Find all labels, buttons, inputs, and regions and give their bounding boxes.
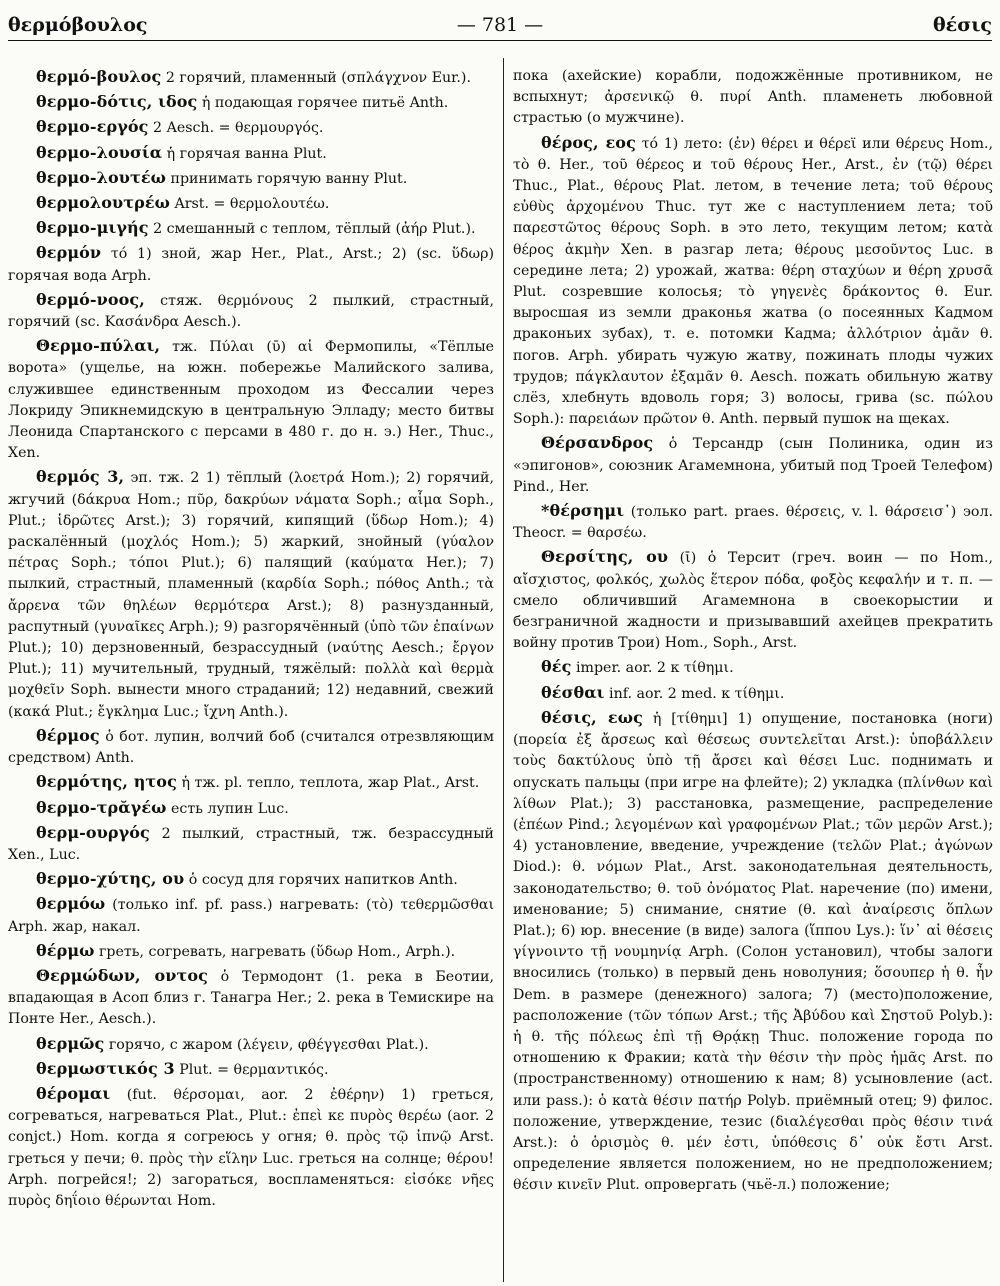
dictionary-entry — [8, 335, 494, 464]
entry-headword: θερμό-νοος, — [36, 289, 145, 309]
entry-definition: ἡ [τίθημι] 1) опущение, постановка (ноги) (πορεία ἐξ ἄρσεως καὶ θέσεως συντελεῖται Arst.): ὑποβάλλειν τοὺς δακτύλους ὑπὸ τῇ ἄρσει καὶ θέσει Luc. поднимать и опускать пальцы (при игре на флейте); 2) укладка (πλίνθων καὶ λίθων Plat.); 3) расстановка, размещение, распределение (ἐπέων Pind.; λεγομένων καὶ γραφομένων Plat.; τῶν μερῶν Arst.); 4) установление, введение, учреждение (τελῶν Plat.; ἀγώνων Diod.): θ. νόμων Plat., Arst. законодательная деятельность, законодательство; θ. τοῦ ὀνόματος Plat. наречение (по) имени, именование; 5) снимание, снятие (θ. καὶ ἀναίρεσις ὅπλων Plat.); 6) юр. внесение (в виде) залога (ἵππου Lys.): ἵν᾽ αἱ θέσεις γίγνοιντο τῇ νουμηνίᾳ Arph. (Солон установил), чтобы залоги вносились (только) в первый день новолуния; ὅσουπερ ἡ θ. ἦν Dem. в размере (денежного) залога; 7) (место)положение, расположение (τῶν τόπων Arst.; τῆς Ἀβύδου καὶ Σηστοῦ Polyb.): ἡ θ. τῆς πόλεως ἐπὶ τῇ Θρᾴκῃ Thuc. положение города по отношению к Фракии; κατὰ τὴν θέσιν τὴν πρὸς ἡμᾶς Arst. по (пространственному) отношению к нам; 8) усыновление (act. или pass.): ὁ κατὰ θέσιν πατήρ Polyb. приёмный отец; 9) филос. положение, утверждение, тезис (διαλέγεσθαι πρὸς θέσιν τινά Arst.): ὁ ὁρισμὸς θ. μέν ἐστι, ὑπόθεσις δ᾽ οὐκ ἔστι Arst. определение является положением, но не предположением; θέσιν κινεῖν Plut. опровергать (чьё-л.) положение; — [513, 710, 993, 1194]
dictionary-entry — [513, 66, 993, 130]
entry-headword: θέσθαι — [541, 682, 605, 702]
entry-headword: θέρμω — [36, 940, 95, 960]
entry-definition: есть лупин Luc. — [171, 800, 289, 817]
dictionary-entry — [8, 940, 494, 963]
right-column — [513, 66, 993, 1280]
dictionary-entry — [8, 1058, 494, 1081]
dictionary-entry — [8, 822, 494, 866]
entry-headword: θέσις, εως — [541, 707, 643, 727]
entry-definition: imper. aor. 2 к τίθημι. — [575, 660, 734, 677]
header-left-guide-word: θερμόβουλος — [8, 14, 148, 36]
entry-definition: τό 1) лето: (ἐν) θέρει и θέρεϊ или θέρευς Hom., τὸ θ. Her., τοῦ θέρεος и τοῦ θέρους Her., Arst., ἐν (τῷ) θέρει Thuc., Plat., θέρους Plat. летом, в течение лета; τοῦ θέρους εὐθὺς ἀρχομένου Thuc. тут же с наступлением лета; τοῦ παρεστῶτος θέρους Soph. в это лето, текущим летом; κατὰ θέρος ἀκμὴν Xen. в разгар лета; θέρους μεσοῦντος Luc. в середине лета; 2) урожай, жатва: θέρη σταχύων и θέρη χρυσᾶ Plut. созревшие колосья; τὸ γηγενὲς δράκοντος θ. Eur. выросшая из земли драконья жатва (о посеянных Кадмом драконьих зубах), т. е. потомки Кадма; ἀλλότριον ἀμᾶν θ. погов. Arph. убирать чужую жатву, пожинать плоды чужих трудов; πάγκλαυτον ἐξαμᾶν θ. Aesch. пожать обильную жатву слёз, хлебнуть вдоволь горя; 3) волосы, грива (sc. πώλου Soph.): παρειάων πρῶτον θ. Anth. первый пушок на щеках. — [513, 135, 993, 428]
entry-headword: θέρος, εος — [541, 132, 636, 152]
entry-definition: ὁ Терсандр (сын Полиника, один из «эпигонов», союзник Агамемнона, убитый под Троей Телефом) Pind., Her. — [513, 436, 993, 495]
dictionary-entry — [8, 771, 494, 794]
entry-definition: ὁ бот. лупин, волчий боб (считался отрезвляющим средством) Anth. — [8, 728, 494, 767]
entry-definition: (ῑ) ὁ Терсит (греч. воин — по Hom., αἴσχιστος, φολκός, χωλὸς ἕτερον πόδα, φοξὸς κεφαλήν и т. п. — смело обличивший Агамемнона в своекорыстии и безграничной жадности и призывавший ахейцев прекратить войну против Трои) Hom., Soph., Arst. — [513, 550, 993, 652]
entry-headword: *θέρσημι — [541, 501, 625, 521]
entry-definition: (только inf. pf. pass.) нагревать: (τὸ) τεθερμῶσθαι Arph. жар, накал. — [8, 897, 494, 935]
entry-definition: 2 смешанный с теплом, тёплый (ἀήρ Plut.). — [153, 221, 476, 238]
entry-headword: θές — [541, 657, 572, 677]
entry-definition: ἡ тж. pl. тепло, теплота, жар Plat., Arst. — [181, 775, 480, 792]
entry-definition: 2 пылкий, страстный, тж. безрассудный Xen., Luc. — [8, 825, 494, 863]
dictionary-entry — [8, 66, 494, 89]
entry-headword: θερμωστικός 3 — [36, 1058, 175, 1078]
entry-headword: θερμο-εργός — [36, 117, 149, 137]
dictionary-entry — [8, 965, 494, 1031]
entry-headword: θερμο-λουτέω — [36, 167, 166, 187]
entry-headword: θερμότης, ητος — [36, 772, 177, 792]
dictionary-entry — [513, 682, 993, 705]
entry-headword: θερμολουτρέω — [36, 193, 170, 213]
dictionary-entry — [8, 116, 494, 139]
entry-definition: inf. aor. 2 med. к τίθημι. — [609, 685, 785, 702]
entry-headword: θερμο-χύτης, ου — [36, 869, 185, 889]
column-divider — [503, 58, 504, 1282]
dictionary-entry — [513, 432, 993, 498]
entry-headword: θερμο-μιγής — [36, 218, 149, 238]
entry-definition: (только part. praes. θέρσεις, v. l. θάρσεισ᾽) эол. Theocr. = θαρσέω. — [513, 504, 993, 542]
entry-definition: пока (ахейские) корабли, подожжённые противником, не вспыхнут; ἀρσενικῷ θ. πυρί Anth. пламенеть любовной страстью (о мужчине). — [513, 68, 993, 127]
dictionary-entry — [513, 656, 993, 679]
entry-headword: θερμόν — [36, 243, 102, 263]
entry-definition: греть, согревать, нагревать (ὕδωρ Hom., Arph.). — [99, 943, 456, 960]
entry-definition: 2 Aesch. = θερμουργός. — [153, 120, 324, 137]
dictionary-entry — [8, 242, 494, 286]
dictionary-entry — [8, 142, 494, 165]
entry-headword: θερμο-δότις, ιδος — [36, 92, 198, 112]
entry-headword: Θερσίτης, ου — [541, 547, 669, 567]
entry-headword: θέρομαι — [36, 1083, 111, 1103]
dictionary-entry — [8, 1083, 494, 1212]
dictionary-entry — [8, 466, 494, 722]
entry-definition: ὁ сосуд для горячих напитков Anth. — [188, 872, 458, 889]
page-header — [8, 10, 992, 41]
header-right-guide-word: θέσις — [933, 14, 992, 36]
dictionary-entry — [513, 500, 993, 544]
entry-definition: Plut. = θερμαντικός. — [179, 1061, 329, 1078]
entry-headword: Θερμο-πύλαι, — [36, 336, 161, 356]
dictionary-entry — [513, 546, 993, 654]
entry-headword: Θέρσανδρος — [541, 433, 654, 453]
dictionary-entry — [8, 192, 494, 215]
dictionary-entry — [8, 91, 494, 114]
entry-headword: θέρμος — [36, 725, 100, 745]
entry-definition: ἡ горячая ванна Plut. — [166, 145, 327, 162]
entry-definition: ὁ Термодонт (1. река в Беотии, впадающая в Асоп близ г. Танагра Her.; 2. река в Темискире на Понте Her., Aesch.). — [8, 968, 494, 1028]
entry-definition: горячо, с жаром (λέγειν, φθέγγεσθαι Plat.). — [108, 1036, 429, 1053]
entry-headword: θερμ-ουργός — [36, 822, 150, 842]
entry-definition: ἡ подающая горячее питьё Anth. — [201, 95, 449, 112]
entry-definition: стяж. θερμόνους 2 пылкий, страстный, горячий (sc. Κασάνδρα Aesch.). — [8, 292, 494, 331]
entry-headword: θερμός 3, — [36, 467, 125, 487]
entry-headword: θερμο-λουσία — [36, 142, 163, 162]
dictionary-entry — [513, 707, 993, 1197]
dictionary-entry — [8, 167, 494, 190]
entry-headword: θερμόω — [36, 894, 106, 914]
dictionary-entry — [8, 725, 494, 769]
entry-definition: эп. тж. 2 1) тёплый (λοετρά Hom.); 2) горячий, жгучий (δάκρυα Hom.; πῦρ, δακρύων νάματα Soph.; αἷμα Soph., Plut.; ἱδρῶτες Arst.); 3) горячий, кипящий (ὕδωρ Hom.); 4) раскалённый (μοχλός Hom.); 5) жаркий, знойный (γύαλον πέτρας Soph.; τόποι Plut.); 6) палящий (καύματα Her.); 7) пылкий, страстный, пламенный (καρδία Soph.; πόθος Anth.; τὰ ἄρρενα τῶν θηλέων θερμότερα Arst.); 8) разнузданный, распутный (γυναῖκες Arph.); 9) разгорячённый (ὑπὸ τῶν ἐπαίνων Plut.); 10) дерзновенный, безрассудный (ναύτης Aesch.; ἔργον Plut.); 11) мучительный, трудный, тяжёлый: πολλὰ καὶ θερμὰ μοχθεῖν Soph. вынести много страданий; 12) недавний, свежий (κακά Plut.; ἔγκλημα Luc.; ἴχνη Anth.). — [8, 470, 494, 720]
entry-headword: θερμό-βουλος — [36, 67, 162, 86]
entry-headword: θερμο-τρᾰγέω — [36, 797, 167, 817]
entry-definition: тж. Πύλαι (ῡ) αἱ Фермопилы, «Тёплые ворота» (ущелье, на южн. побережье Малийского залива, служившее единственным проходом из Фессалии через Локриду Эпикнемидскую в центральную Элладу; место битвы Леонида Спартанского с персами в 480 г. до н. э.) Her., Thuc., Xen. — [8, 339, 494, 462]
entry-definition: принимать горячую ванну Plut. — [170, 170, 408, 187]
entry-definition: τό 1) зной, жар Her., Plat., Arst.; 2) (sc. ὕδωρ) горячая вода Arph. — [8, 246, 494, 284]
entry-headword: Θερμώδων, οντος — [36, 965, 208, 985]
dictionary-entry — [513, 132, 993, 431]
entry-headword: θερμῶς — [36, 1033, 105, 1053]
entry-definition: 2 горячий, пламенный (σπλάγχνον Eur.). — [165, 70, 471, 86]
dictionary-entry — [8, 893, 494, 937]
entry-definition: (fut. θέρσομαι, aor. 2 ἐθέρην) 1) греться, согреваться, нагреваться Plat., Plut.: ἐπεὶ κε πυρὸς θερέω (aor. 2 conjct.) Hom. когда я согреюсь у огня; θ. πρὸς τῷ ἰπνῷ Arst. греться у печи; θ. πρὸς τὴν εἵλην Luc. греться на солнце; θέρου! Arph. погрейся!; 2) загораться, воспламеняться: εἰσόκε νῆες πυρὸς δηΐοιο θέρωνται Hom. — [8, 1086, 494, 1209]
dictionary-entry — [8, 289, 494, 333]
dictionary-entry — [8, 217, 494, 240]
dictionary-entry — [8, 1033, 494, 1056]
entry-definition: Arst. = θερμολουτέω. — [174, 196, 330, 213]
dictionary-entry — [8, 797, 494, 820]
left-column — [8, 66, 494, 1280]
page-number: — 781 — — [456, 14, 544, 36]
dictionary-entry — [8, 868, 494, 891]
